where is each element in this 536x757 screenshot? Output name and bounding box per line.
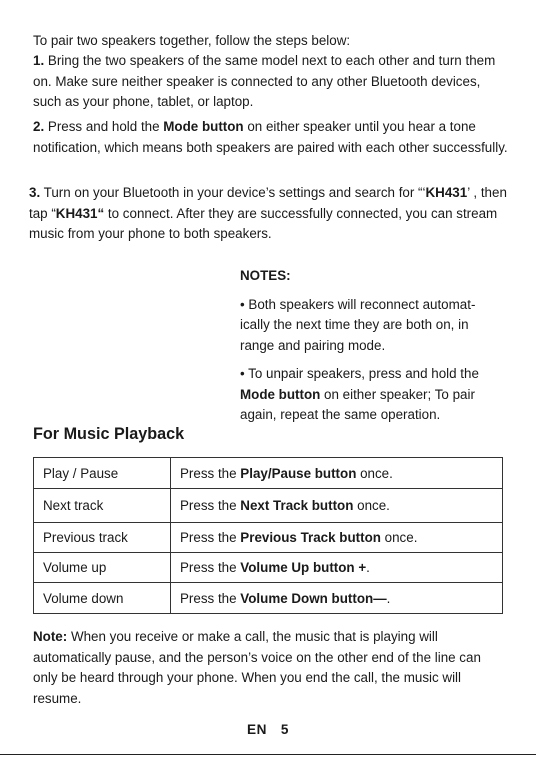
page-footer xyxy=(0,722,536,737)
note-item xyxy=(240,364,502,426)
button-name: Next Track button xyxy=(240,498,354,513)
note-text: on either speaker; To pair again, repeat the same operation. xyxy=(240,386,475,422)
step-text: to connect. After they are successfully connected, you can stream music from your phone to both speakers. xyxy=(29,205,498,241)
action-cell: Play / Pause xyxy=(34,458,171,489)
call-note xyxy=(33,627,508,709)
button-name: Play/Pause button xyxy=(240,465,357,481)
playback-controls-table xyxy=(33,457,503,614)
action-cell: Next track xyxy=(34,489,171,523)
section-title: For Music Playback xyxy=(33,425,185,443)
step-text: Bring the two speakers of the same model next to each other and turn them on. Make sure neither speaker is connected to any other Bluetooth devices, such as your phone, tablet, or laptop. xyxy=(33,53,496,109)
instruction-cell xyxy=(171,523,503,553)
action-cell: Previous track xyxy=(34,523,171,553)
button-name: Volume Up button + xyxy=(240,560,367,575)
instruction-text: . xyxy=(366,560,370,575)
instruction-text: once. xyxy=(380,530,418,545)
instruction-text: Press the xyxy=(180,498,241,513)
instruction-text: once. xyxy=(353,498,390,513)
table-row xyxy=(34,523,503,553)
bottom-rule xyxy=(0,754,536,755)
step-text: on either speaker until you hear a tone notification, which means both speakers are paired with each other successfully. xyxy=(33,119,508,155)
step-3 xyxy=(29,183,509,245)
note-text: • To unpair speakers, press and hold the xyxy=(240,366,479,381)
instruction-text: Press the xyxy=(180,590,241,606)
notes-box xyxy=(240,266,502,434)
action-cell: Volume down xyxy=(34,583,171,614)
mode-button-label: Mode button xyxy=(163,119,244,134)
action-cell: Volume up xyxy=(34,553,171,583)
instruction-cell xyxy=(171,489,503,523)
instruction-cell xyxy=(171,553,503,583)
note-label: Note: xyxy=(33,629,68,644)
instruction-cell xyxy=(171,458,503,489)
button-name: Volume Down button— xyxy=(240,590,387,606)
instruction-text: once. xyxy=(356,465,393,481)
instruction-text: Press the xyxy=(180,530,241,545)
table-row xyxy=(34,489,503,523)
note-text: When you receive or make a call, the music that is playing will automatically pause, and the person’s voice on the other end of the line can only be heard through your phone. When you end the call, the music will resume. xyxy=(33,629,481,706)
step-2 xyxy=(33,117,508,158)
step-text: ’ , then tap “ xyxy=(29,185,507,221)
instruction-text: . xyxy=(386,590,391,606)
button-name: Previous Track button xyxy=(240,530,381,545)
step-number: 1. xyxy=(33,53,45,68)
table-row xyxy=(34,553,503,583)
mode-button-label: Mode button xyxy=(240,386,321,402)
page-number: 5 xyxy=(280,722,289,737)
note-item: • Both speakers will reconnect automat- ically the next time they are both on, in range and pairing mode. xyxy=(240,296,476,353)
intro-text: To pair two speakers together, follow the steps below: xyxy=(33,33,351,48)
language-code: EN xyxy=(247,722,267,737)
notes-heading: NOTES: xyxy=(240,268,291,283)
instruction-text: Press the xyxy=(180,560,241,575)
step-text: Turn on your Bluetooth in your device’s settings and search for “‘ xyxy=(40,185,426,200)
step-number: 3. xyxy=(29,185,41,200)
step-1 xyxy=(33,51,508,113)
table-row xyxy=(34,583,503,614)
instruction-text: Press the xyxy=(180,465,241,481)
model-name: KH431“ xyxy=(55,205,105,221)
instruction-cell xyxy=(171,583,503,614)
step-number: 2. xyxy=(33,119,45,134)
table-row xyxy=(34,458,503,489)
model-name: KH431 xyxy=(425,185,468,200)
step-text: Press and hold the xyxy=(44,119,164,134)
